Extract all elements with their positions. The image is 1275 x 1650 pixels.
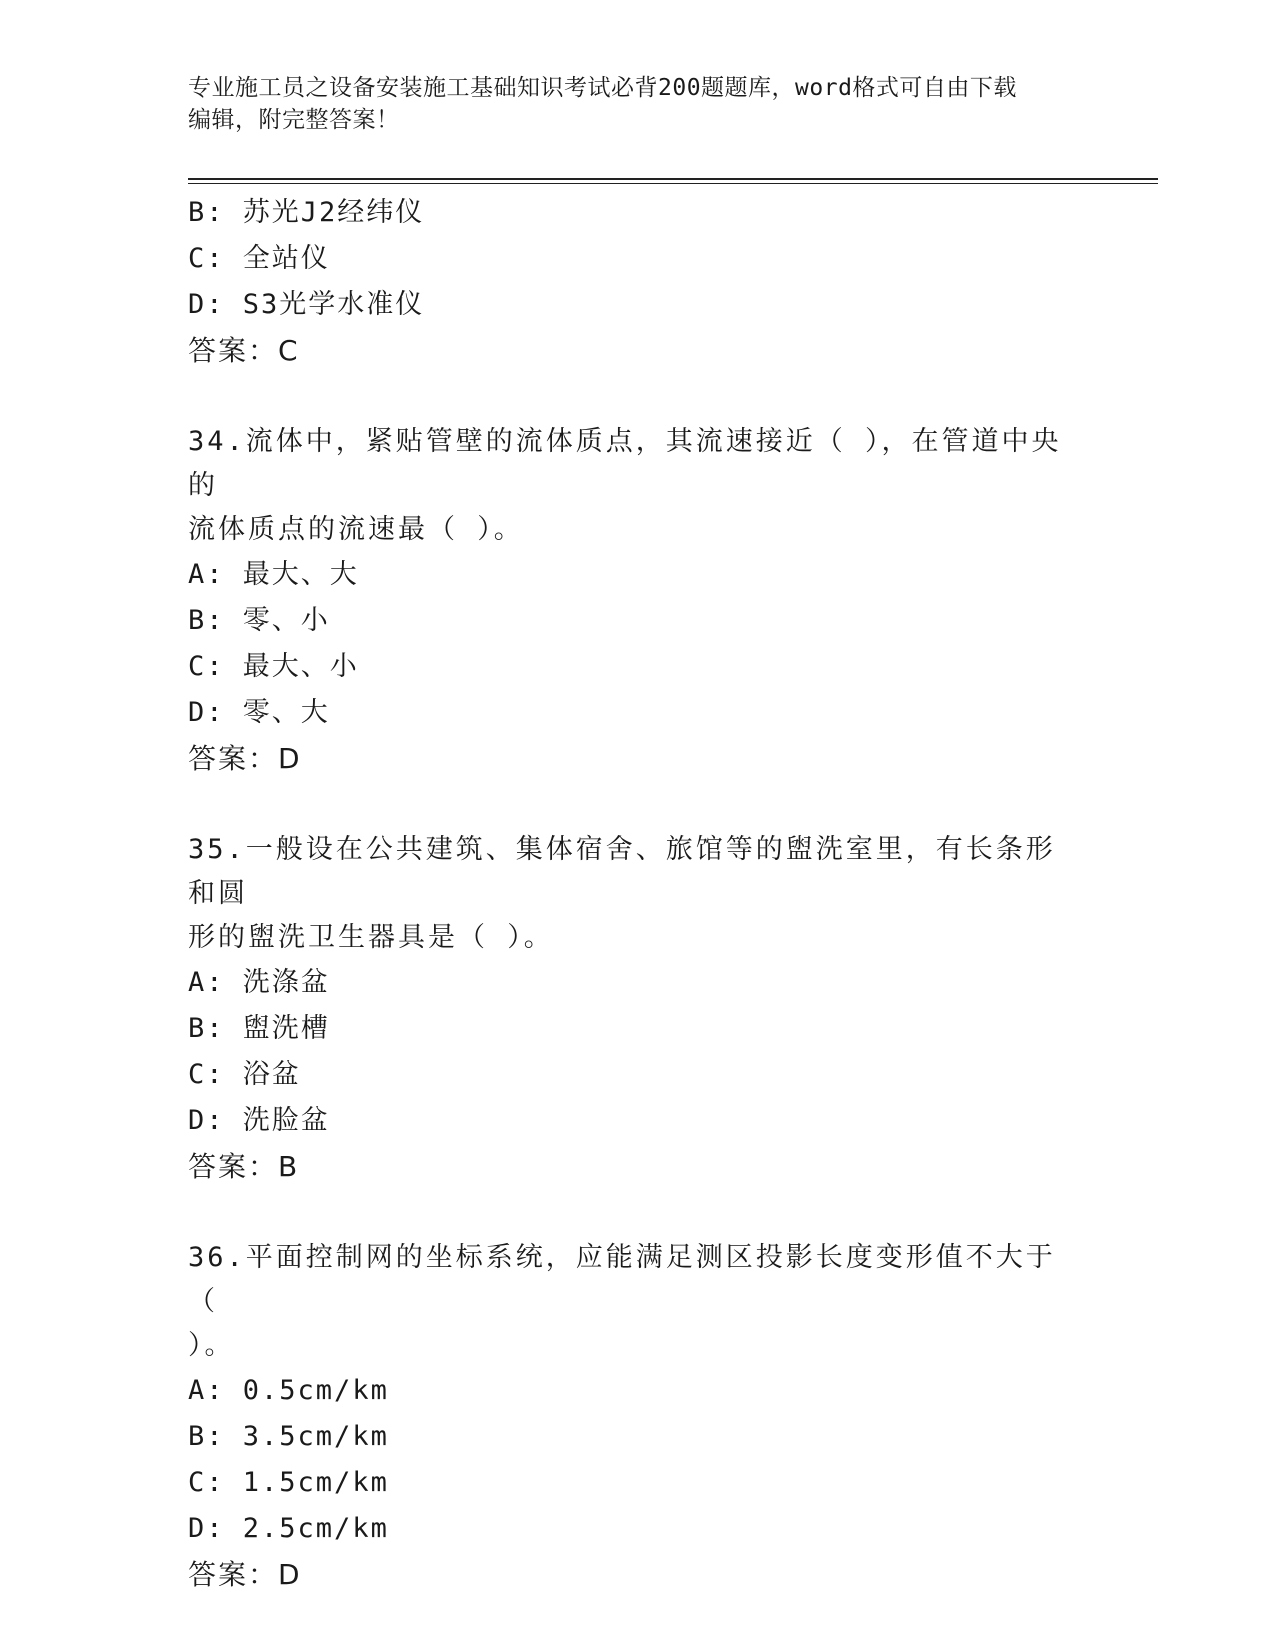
option-label: A:	[188, 559, 225, 590]
question-33-continued	[188, 190, 1088, 374]
option-label: C:	[188, 651, 225, 682]
question-36	[188, 1236, 1088, 1598]
option-d	[188, 690, 1088, 736]
question-stem	[188, 420, 1078, 552]
option-label: B:	[188, 605, 225, 636]
option-label: A:	[188, 1375, 225, 1406]
option-text: 盥洗槽	[242, 1013, 330, 1044]
header-title-line-2: 编辑，附完整答案！	[188, 107, 400, 133]
option-text: 2.5cm/km	[242, 1513, 389, 1544]
option-label: B:	[188, 197, 225, 228]
option-text: 最大、小	[242, 651, 359, 682]
option-text: 1.5cm/km	[242, 1467, 389, 1498]
header-divider-thick	[188, 178, 1158, 180]
option-text: 3.5cm/km	[242, 1421, 389, 1452]
option-text: 零、小	[242, 605, 330, 636]
answer-line: 答案：B	[188, 1150, 300, 1183]
option-label: D:	[188, 697, 225, 728]
question-stem-line-2: 形的盥洗卫生器具是（ ）。	[188, 922, 554, 953]
option-d	[188, 1098, 1088, 1144]
option-label: C:	[188, 243, 225, 274]
question-stem	[188, 828, 1078, 960]
option-text: 苏光J2经纬仪	[242, 197, 425, 228]
option-label: B:	[188, 1013, 225, 1044]
option-text: 全站仪	[242, 243, 330, 274]
option-a	[188, 960, 1088, 1006]
answer-line: 答案：C	[188, 334, 300, 367]
question-stem-line-1: 36.平面控制网的坐标系统，应能满足测区投影长度变形值不大于（	[188, 1242, 1056, 1317]
option-a	[188, 1368, 1088, 1414]
option-text: S3光学水准仪	[242, 289, 425, 320]
question-35	[188, 828, 1088, 1190]
option-b	[188, 598, 1088, 644]
option-label: C:	[188, 1059, 225, 1090]
document-body	[188, 190, 1088, 1598]
option-label: B:	[188, 1421, 225, 1452]
option-a	[188, 552, 1088, 598]
option-label: D:	[188, 1513, 225, 1544]
option-label: C:	[188, 1467, 225, 1498]
option-c	[188, 1052, 1088, 1098]
option-text: 零、大	[242, 697, 330, 728]
option-label: A:	[188, 967, 225, 998]
option-c	[188, 644, 1088, 690]
option-text: 0.5cm/km	[242, 1375, 389, 1406]
answer-line: 答案：D	[188, 1558, 302, 1591]
option-d	[188, 1506, 1088, 1552]
option-b	[188, 1006, 1088, 1052]
question-stem-line-1: 34.流体中，紧贴管壁的流体质点，其流速接近（ ），在管道中央的	[188, 426, 1062, 501]
option-text: 浴盆	[242, 1059, 301, 1090]
option-text: 洗涤盆	[242, 967, 330, 998]
option-text: 最大、大	[242, 559, 359, 590]
question-stem-line-2: 流体质点的流速最（ ）。	[188, 514, 524, 545]
option-text: 洗脸盆	[242, 1105, 330, 1136]
header-divider-thin	[188, 183, 1158, 184]
option-b	[188, 190, 1088, 236]
question-34	[188, 420, 1088, 782]
option-d	[188, 282, 1088, 328]
option-label: D:	[188, 1105, 225, 1136]
option-c	[188, 1460, 1088, 1506]
question-stem-line-1: 35.一般设在公共建筑、集体宿舍、旅馆等的盥洗室里，有长条形和圆	[188, 834, 1056, 909]
answer-line: 答案：D	[188, 742, 302, 775]
option-b	[188, 1414, 1088, 1460]
header-title-line-1: 专业施工员之设备安装施工基础知识考试必背200题题库，word格式可自由下载	[188, 75, 1017, 101]
document-header	[188, 72, 1088, 136]
question-stem-line-2: ）。	[188, 1330, 235, 1361]
option-label: D:	[188, 289, 225, 320]
option-c	[188, 236, 1088, 282]
question-stem	[188, 1236, 1078, 1368]
